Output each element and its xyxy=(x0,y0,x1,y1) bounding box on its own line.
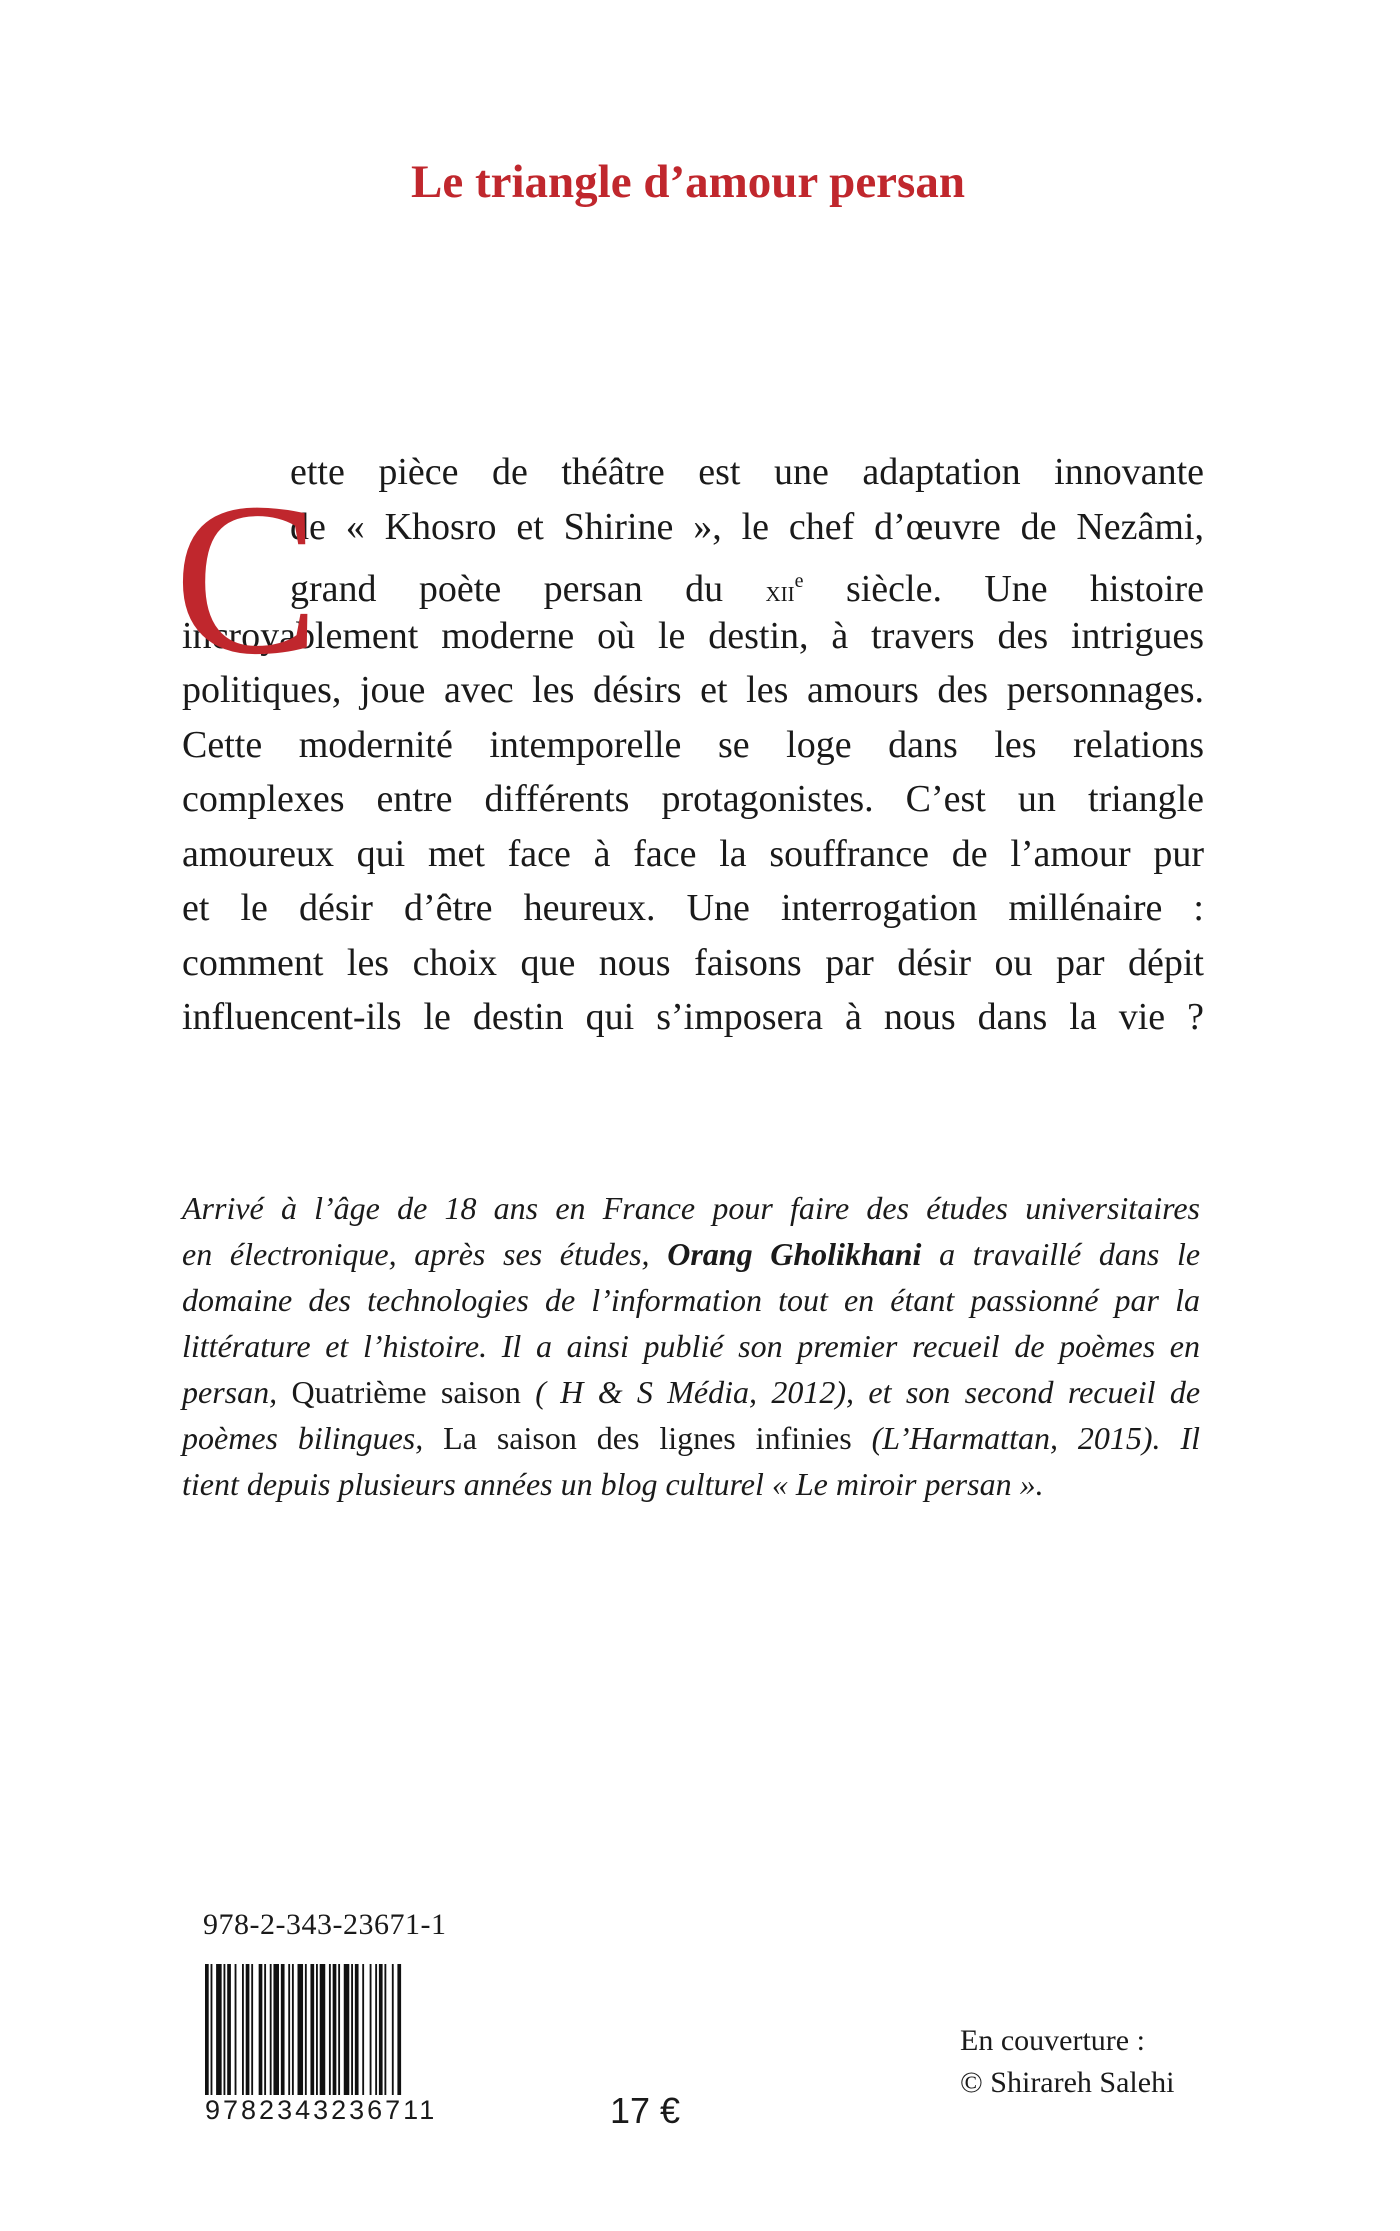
price: 17 € xyxy=(610,2090,681,2131)
credit-label: En couverture : xyxy=(960,2024,1145,2057)
cover-credit xyxy=(960,2020,1174,2104)
bio-line: littérature et l’histoire. Il a ainsi publié son premier recueil de poèmes en xyxy=(182,1328,1200,1364)
drop-cap: C xyxy=(174,459,320,700)
century-superscript: e xyxy=(794,570,804,592)
summary-paragraph xyxy=(174,445,1205,1045)
bio-line xyxy=(182,1369,1200,1415)
book-title-1: Quatrième saison xyxy=(291,1374,521,1410)
century-numeral: xii xyxy=(765,575,795,608)
summary-line: politiques, joue avec les désirs et les amours des personnages. xyxy=(182,669,1204,711)
bio-text: (L’Harmattan, 2015). Il xyxy=(871,1420,1200,1456)
bio-line xyxy=(182,1415,1200,1461)
bio-text: ( H & S Média, 2012), et son second recueil de xyxy=(535,1374,1201,1410)
author-name: Orang Gholikhani xyxy=(667,1236,922,1272)
summary-line: de « Khosro et Shirine », le chef d’œuvre de Nezâmi, xyxy=(290,505,1204,548)
bio-line xyxy=(182,1231,1200,1277)
credit-name: © Shirareh Salehi xyxy=(960,2066,1175,2099)
summary-text: siècle. Une histoire xyxy=(845,568,1205,610)
isbn-number: 978-2-343-23671-1 xyxy=(203,1908,447,1941)
bio-line: Arrivé à l’âge de 18 ans en France pour faire des études universitaires xyxy=(182,1190,1200,1226)
bio-line: domaine des technologies de l’information tout en étant passionné par la xyxy=(182,1282,1200,1318)
summary-line: comment les choix que nous faisons par désir ou par dépit xyxy=(182,941,1204,984)
summary-line: incroyablement moderne où le destin, à travers des intrigues xyxy=(182,614,1204,657)
summary-line: et le désir d’être heureux. Une interrogation millénaire : xyxy=(182,887,1204,929)
barcode-digits: 9782343236711 xyxy=(205,2095,438,2125)
summary-line: ette pièce de théâtre est une adaptation innovante xyxy=(290,451,1204,493)
bio-text: persan, xyxy=(182,1374,278,1410)
summary-text: grand poète persan du xyxy=(290,568,724,610)
author-bio xyxy=(182,1185,1200,1507)
summary-line: influencent-ils le destin qui s’imposera à nous dans la vie ? xyxy=(182,996,1204,1038)
summary-line xyxy=(182,554,1204,609)
book-title: Le triangle d’amour persan xyxy=(411,156,965,208)
summary-line: amoureux qui met face à face la souffrance de l’amour pur xyxy=(182,832,1204,875)
bio-text: a travaillé dans le xyxy=(939,1236,1201,1272)
summary-line: complexes entre différents protagonistes. C’est un triangle xyxy=(182,778,1204,820)
bio-line: tient depuis plusieurs années un blog culturel « Le miroir persan ». xyxy=(182,1466,1044,1502)
bio-text: poèmes bilingues, xyxy=(182,1420,424,1456)
summary-line: Cette modernité intemporelle se loge dans les relations xyxy=(182,723,1204,766)
bio-text: en électronique, après ses études, xyxy=(182,1236,650,1272)
book-title-2: La saison des lignes infinies xyxy=(443,1420,852,1456)
